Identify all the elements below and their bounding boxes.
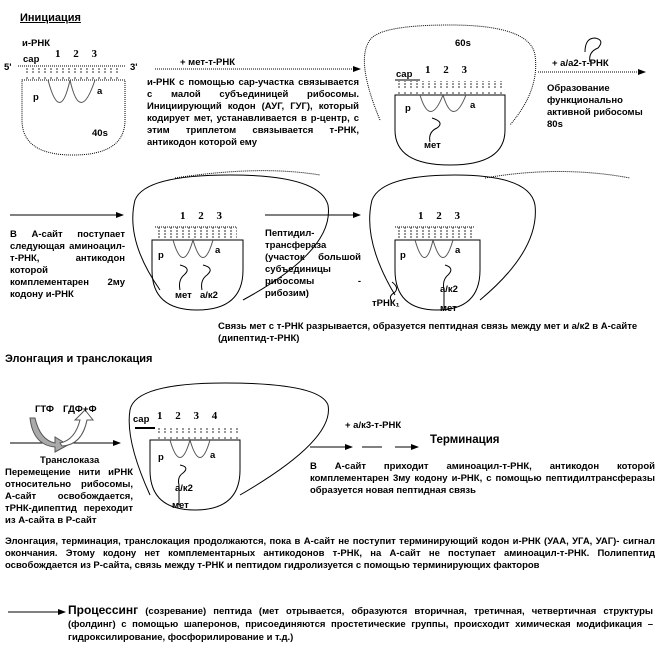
codon-numbers-3: 1 2 3 xyxy=(180,210,222,222)
p-site-label: p xyxy=(33,92,39,103)
cap-label-5: cap xyxy=(133,414,150,425)
a-site-label-3: a xyxy=(215,245,221,256)
five-prime-label: 5' xyxy=(4,62,12,73)
met-label: мет xyxy=(424,140,441,151)
step2-label: + а/а2-т-РНК xyxy=(552,58,609,69)
section-title-initiation: Инициация xyxy=(20,12,81,24)
codon-numbers-2: 1 2 3 xyxy=(425,64,467,76)
ribosome-80s-4 xyxy=(129,383,328,510)
processing-title: Процессинг xyxy=(68,603,139,617)
cap-label-2: cap xyxy=(396,69,413,80)
step2-text: Образование функционально активной рибосомы 80s xyxy=(547,83,643,130)
step3-text: В А-сайт приходит аминоацил-т-РНК, антикодон которой комплементарен 3му кодону и-РНК, с помощью пептидилтрансферазы образуется новая пептидная связь xyxy=(310,461,655,496)
processing-text: (созревание) пептида (мет отрывается, образуются вторичная, третичная, четвертичная структуры (фолдинг) с помощью шаперонов, присоединяются простетические группы, происходит химическая модификация – гидроксилирование, фосфорилирование и т.д.) xyxy=(68,606,653,643)
a-site-label-2: a xyxy=(470,100,476,111)
cap-label: cap xyxy=(23,54,40,65)
codon-numbers: 1 2 3 xyxy=(55,48,97,60)
step1-text: и-РНК с помощью cap-участка связывается с малой субъединицей рибосомы. Инициирующий кодон (АУГ, ГУГ), который кодирует мет, устанавливается в р-центр, с этим триплетом связывается т-РНК, антикодон которой ему xyxy=(147,77,359,148)
gdp-label: ГДФ+Ф xyxy=(63,404,97,415)
step1-label: + мет-т-РНК xyxy=(180,57,236,68)
a-site-label-4: a xyxy=(455,245,461,256)
p-site-label-4: p xyxy=(400,250,406,261)
codon-numbers-4: 1 2 3 xyxy=(418,210,460,222)
translocase-text: Перемещение нити иРНК относительно рибосомы, А-сайт освобождается, тРНК-дипептид переходит из А-сайта в Р-сайт xyxy=(5,467,133,526)
ak2-label-3: а/к2 xyxy=(200,290,218,301)
summary-text: Элонгация, терминация, транслокация продолжаются, пока в А-сайт не поступит терминирующий кодон и-РНК (УАА, УГА, УАГ)- сигнал окончания. Этому кодону нет комплементарных антикодонов т-РНК, на А-сайт не поступает аминоацил-т-РНК. Полипептид освобождается из Р-сайта, связь между т-РНК и пептидом гидролизуется с помощью терминирующих факторов xyxy=(5,536,655,571)
transferase-text: Пептидил-трансфераза (участок большой субъединицы рибосомы - рибозим) xyxy=(265,228,361,299)
section-title-elongation: Элонгация и транслокация xyxy=(5,353,153,365)
gtp-arrow-icon xyxy=(30,418,68,452)
small-subunit-label: 40s xyxy=(92,128,108,139)
step3-label: + а/к3-т-РНК xyxy=(345,420,402,431)
three-prime-label: 3' xyxy=(130,62,138,73)
gtp-label: ГТФ xyxy=(35,404,54,415)
a-site-text: В А-сайт поступает следующая аминоацил-т-РНК, антикодон которой комплементарен 2му кодону и-РНК xyxy=(10,229,125,300)
ribosome-small-subunit-1 xyxy=(18,66,125,155)
mrna-label: и-РНК xyxy=(22,38,50,49)
codon-numbers-5: 1 2 3 4 xyxy=(157,410,218,422)
a-site-label-5: a xyxy=(210,450,216,461)
met-label-5: мет xyxy=(172,500,189,511)
processing-block xyxy=(68,604,653,644)
large-subunit-label: 60s xyxy=(455,38,471,49)
met-label-3: мет xyxy=(175,290,192,301)
trna1-label: тРНК₁ xyxy=(372,298,400,309)
p-site-label-3: p xyxy=(158,250,164,261)
p-site-label-5: p xyxy=(158,452,164,463)
p-site-label-2: p xyxy=(405,103,411,114)
ak2-label-4: а/к2 xyxy=(440,284,458,295)
met-label-4: мет xyxy=(440,303,457,314)
peptide-bond-caption: Связь мет с т-РНК разрывается, образуется пептидная связь между мет и а/к2 в А-сайте (дипептид-т-РНК) xyxy=(218,321,638,344)
translocase-label: Транслоказа xyxy=(40,455,100,466)
a-site-label: a xyxy=(97,86,103,97)
ak2-label-5: а/к2 xyxy=(175,483,193,494)
termination-label: Терминация xyxy=(430,434,500,446)
